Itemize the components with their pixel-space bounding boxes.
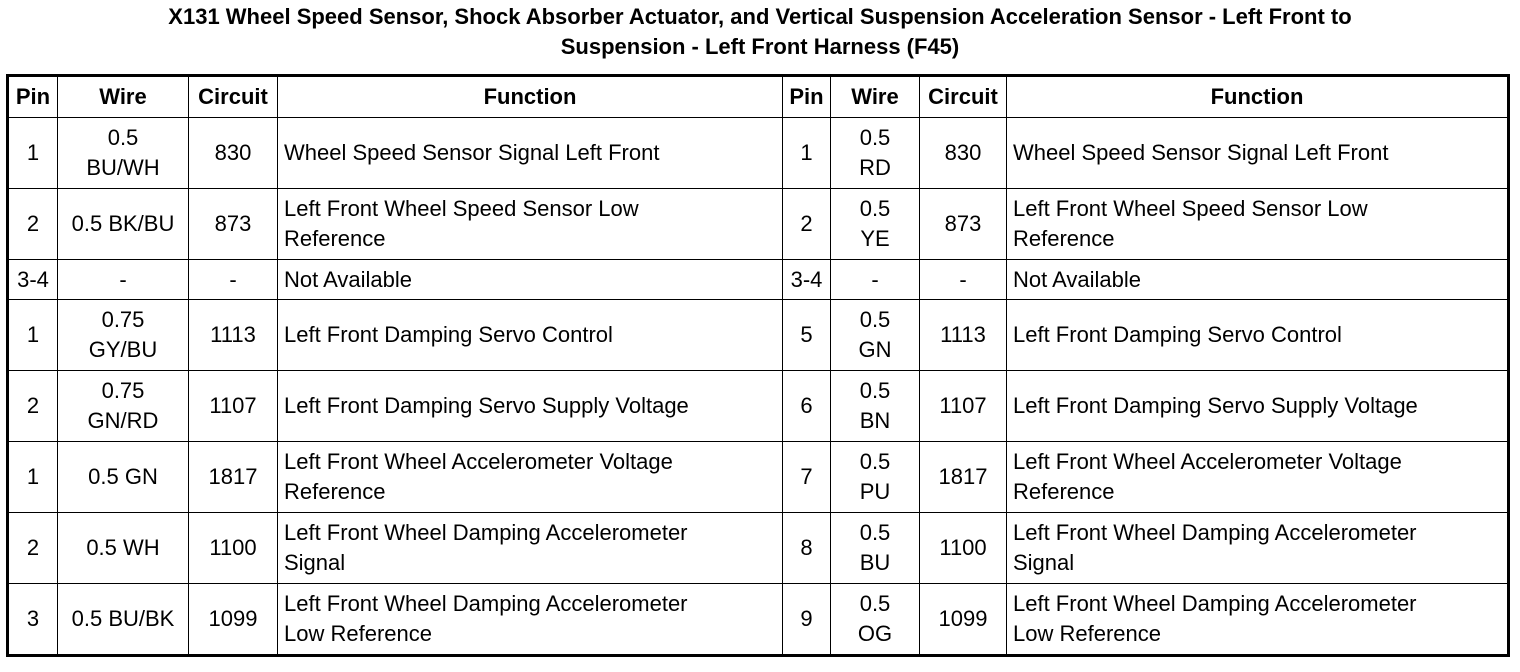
function-cell-left <box>278 513 783 584</box>
function-line: Left Front Wheel Damping Accelerometer <box>284 591 688 616</box>
table-row <box>8 371 1509 442</box>
function-line: Wheel Speed Sensor Signal Left Front <box>284 140 660 165</box>
wire-line: 0.5 <box>107 125 139 150</box>
table-row <box>8 584 1509 656</box>
table-row <box>8 189 1509 260</box>
pin-cell-left: 2 <box>8 189 58 260</box>
circuit-cell-left: - <box>189 260 278 300</box>
function-cell-right <box>1007 513 1509 584</box>
circuit-cell-left: 1113 <box>189 300 278 371</box>
function-line: Not Available <box>1013 266 1142 292</box>
title-line-1: X131 Wheel Speed Sensor, Shock Absorber Actuator, and Vertical Suspension Acceleration Sensor - Left Front to <box>168 4 1352 29</box>
header-wire-left: Wire <box>58 76 189 118</box>
table-row <box>8 300 1509 371</box>
function-line: Reference <box>284 226 386 251</box>
function-line: Left Front Wheel Damping Accelerometer <box>284 520 688 545</box>
pin-cell-right: 2 <box>783 189 831 260</box>
table-row <box>8 513 1509 584</box>
function-cell-right <box>1007 260 1509 300</box>
wire-cell-left <box>58 371 189 442</box>
function-cell-right <box>1007 189 1509 260</box>
function-cell-left <box>278 584 783 656</box>
wire-cell-left <box>58 513 189 584</box>
function-cell-right <box>1007 118 1509 189</box>
function-line: Not Available <box>284 266 413 292</box>
header-pin-left: Pin <box>8 76 58 118</box>
wire-cell-left <box>58 584 189 656</box>
pin-cell-left: 3 <box>8 584 58 656</box>
function-cell-right <box>1007 584 1509 656</box>
pin-cell-left: 1 <box>8 300 58 371</box>
function-line: Left Front Wheel Damping Accelerometer <box>1013 520 1417 545</box>
wire-line: RD <box>859 155 891 180</box>
wire-cell-left <box>58 300 189 371</box>
wire-line: BN <box>859 408 891 433</box>
table-row <box>8 118 1509 189</box>
wire-line: 0.5 <box>859 520 891 545</box>
function-cell-right <box>1007 442 1509 513</box>
wire-cell-left <box>58 260 189 300</box>
wire-line: 0.5 BK/BU <box>71 211 175 236</box>
pin-cell-right: 3-4 <box>783 260 831 300</box>
circuit-cell-right: 873 <box>920 189 1007 260</box>
pin-cell-right: 7 <box>783 442 831 513</box>
wire-cell-right <box>831 584 920 656</box>
pin-cell-left: 1 <box>8 442 58 513</box>
wire-line: BU <box>859 550 891 575</box>
header-wire-right: Wire <box>831 76 920 118</box>
header-circuit-right: Circuit <box>920 76 1007 118</box>
function-line: Signal <box>284 550 346 575</box>
function-line: Left Front Damping Servo Supply Voltage <box>1013 393 1418 418</box>
function-cell-left <box>278 260 783 300</box>
wire-cell-right <box>831 371 920 442</box>
circuit-cell-right: 830 <box>920 118 1007 189</box>
wire-cell-right <box>831 189 920 260</box>
header-function-left: Function <box>278 76 783 118</box>
function-cell-left <box>278 371 783 442</box>
circuit-cell-right: - <box>920 260 1007 300</box>
function-line: Left Front Wheel Accelerometer Voltage <box>284 449 673 474</box>
wire-line: OG <box>857 621 893 646</box>
title-line-2: Suspension - Left Front Harness (F45) <box>560 34 960 59</box>
wire-line: 0.5 <box>859 591 891 616</box>
wire-cell-right <box>831 513 920 584</box>
wire-line: YE <box>860 226 890 251</box>
wire-line: GN <box>858 337 892 362</box>
pin-cell-left: 2 <box>8 371 58 442</box>
table-body <box>8 118 1509 656</box>
function-line: Left Front Damping Servo Control <box>1013 322 1342 347</box>
wire-cell-right <box>831 118 920 189</box>
function-line: Wheel Speed Sensor Signal Left Front <box>1013 140 1389 165</box>
table-row <box>8 442 1509 513</box>
function-line: Left Front Damping Servo Supply Voltage <box>284 393 689 418</box>
header-function-right: Function <box>1007 76 1509 118</box>
connector-pinout-table <box>6 74 1510 657</box>
circuit-cell-left: 873 <box>189 189 278 260</box>
function-cell-left <box>278 189 783 260</box>
wire-line: 0.5 <box>859 125 891 150</box>
header-circuit-left: Circuit <box>189 76 278 118</box>
wire-line: GN/RD <box>87 408 159 433</box>
wire-line: 0.75 <box>101 307 145 332</box>
circuit-cell-left: 1107 <box>189 371 278 442</box>
wire-line: 0.5 GN <box>88 464 158 489</box>
function-cell-right <box>1007 371 1509 442</box>
function-line: Left Front Wheel Damping Accelerometer <box>1013 591 1417 616</box>
wire-line: 0.5 <box>859 378 891 403</box>
table-header-row <box>8 76 1509 118</box>
wire-line: BU/WH <box>86 155 160 180</box>
header-pin-right: Pin <box>783 76 831 118</box>
wire-cell-left <box>58 442 189 513</box>
pin-cell-right: 5 <box>783 300 831 371</box>
function-line: Left Front Wheel Speed Sensor Low <box>1013 196 1368 221</box>
wire-cell-right <box>831 442 920 513</box>
function-line: Signal <box>1013 550 1075 575</box>
wire-line: 0.5 <box>859 307 891 332</box>
wire-line: PU <box>859 479 891 504</box>
wire-line: 0.5 <box>859 196 891 221</box>
function-line: Reference <box>284 479 386 504</box>
function-line: Reference <box>1013 479 1115 504</box>
wire-line: 0.5 BU/BK <box>71 606 175 631</box>
circuit-cell-right: 1100 <box>920 513 1007 584</box>
function-line: Reference <box>1013 226 1115 251</box>
wire-line: - <box>119 266 127 292</box>
circuit-cell-left: 1099 <box>189 584 278 656</box>
circuit-cell-left: 1100 <box>189 513 278 584</box>
pin-cell-right: 8 <box>783 513 831 584</box>
circuit-cell-right: 1817 <box>920 442 1007 513</box>
table-row <box>8 260 1509 300</box>
pin-cell-right: 6 <box>783 371 831 442</box>
wire-cell-left <box>58 189 189 260</box>
page-title <box>0 2 1520 62</box>
wire-cell-right <box>831 300 920 371</box>
wire-line: GY/BU <box>88 337 158 362</box>
circuit-cell-left: 830 <box>189 118 278 189</box>
function-line: Low Reference <box>1013 621 1161 646</box>
wire-line: 0.5 <box>859 449 891 474</box>
function-cell-left <box>278 118 783 189</box>
circuit-cell-left: 1817 <box>189 442 278 513</box>
pin-cell-left: 3-4 <box>8 260 58 300</box>
wire-line: 0.5 WH <box>86 535 160 560</box>
function-cell-left <box>278 442 783 513</box>
function-line: Left Front Damping Servo Control <box>284 322 613 347</box>
pin-cell-left: 1 <box>8 118 58 189</box>
wire-line: 0.75 <box>101 378 145 403</box>
wire-line: - <box>871 266 879 292</box>
pin-cell-left: 2 <box>8 513 58 584</box>
pin-cell-right: 9 <box>783 584 831 656</box>
circuit-cell-right: 1113 <box>920 300 1007 371</box>
function-line: Left Front Wheel Speed Sensor Low <box>284 196 639 221</box>
function-cell-left <box>278 300 783 371</box>
circuit-cell-right: 1107 <box>920 371 1007 442</box>
circuit-cell-right: 1099 <box>920 584 1007 656</box>
function-cell-right <box>1007 300 1509 371</box>
function-line: Left Front Wheel Accelerometer Voltage <box>1013 449 1402 474</box>
function-line: Low Reference <box>284 621 432 646</box>
pin-cell-right: 1 <box>783 118 831 189</box>
wire-cell-left <box>58 118 189 189</box>
wire-cell-right <box>831 260 920 300</box>
